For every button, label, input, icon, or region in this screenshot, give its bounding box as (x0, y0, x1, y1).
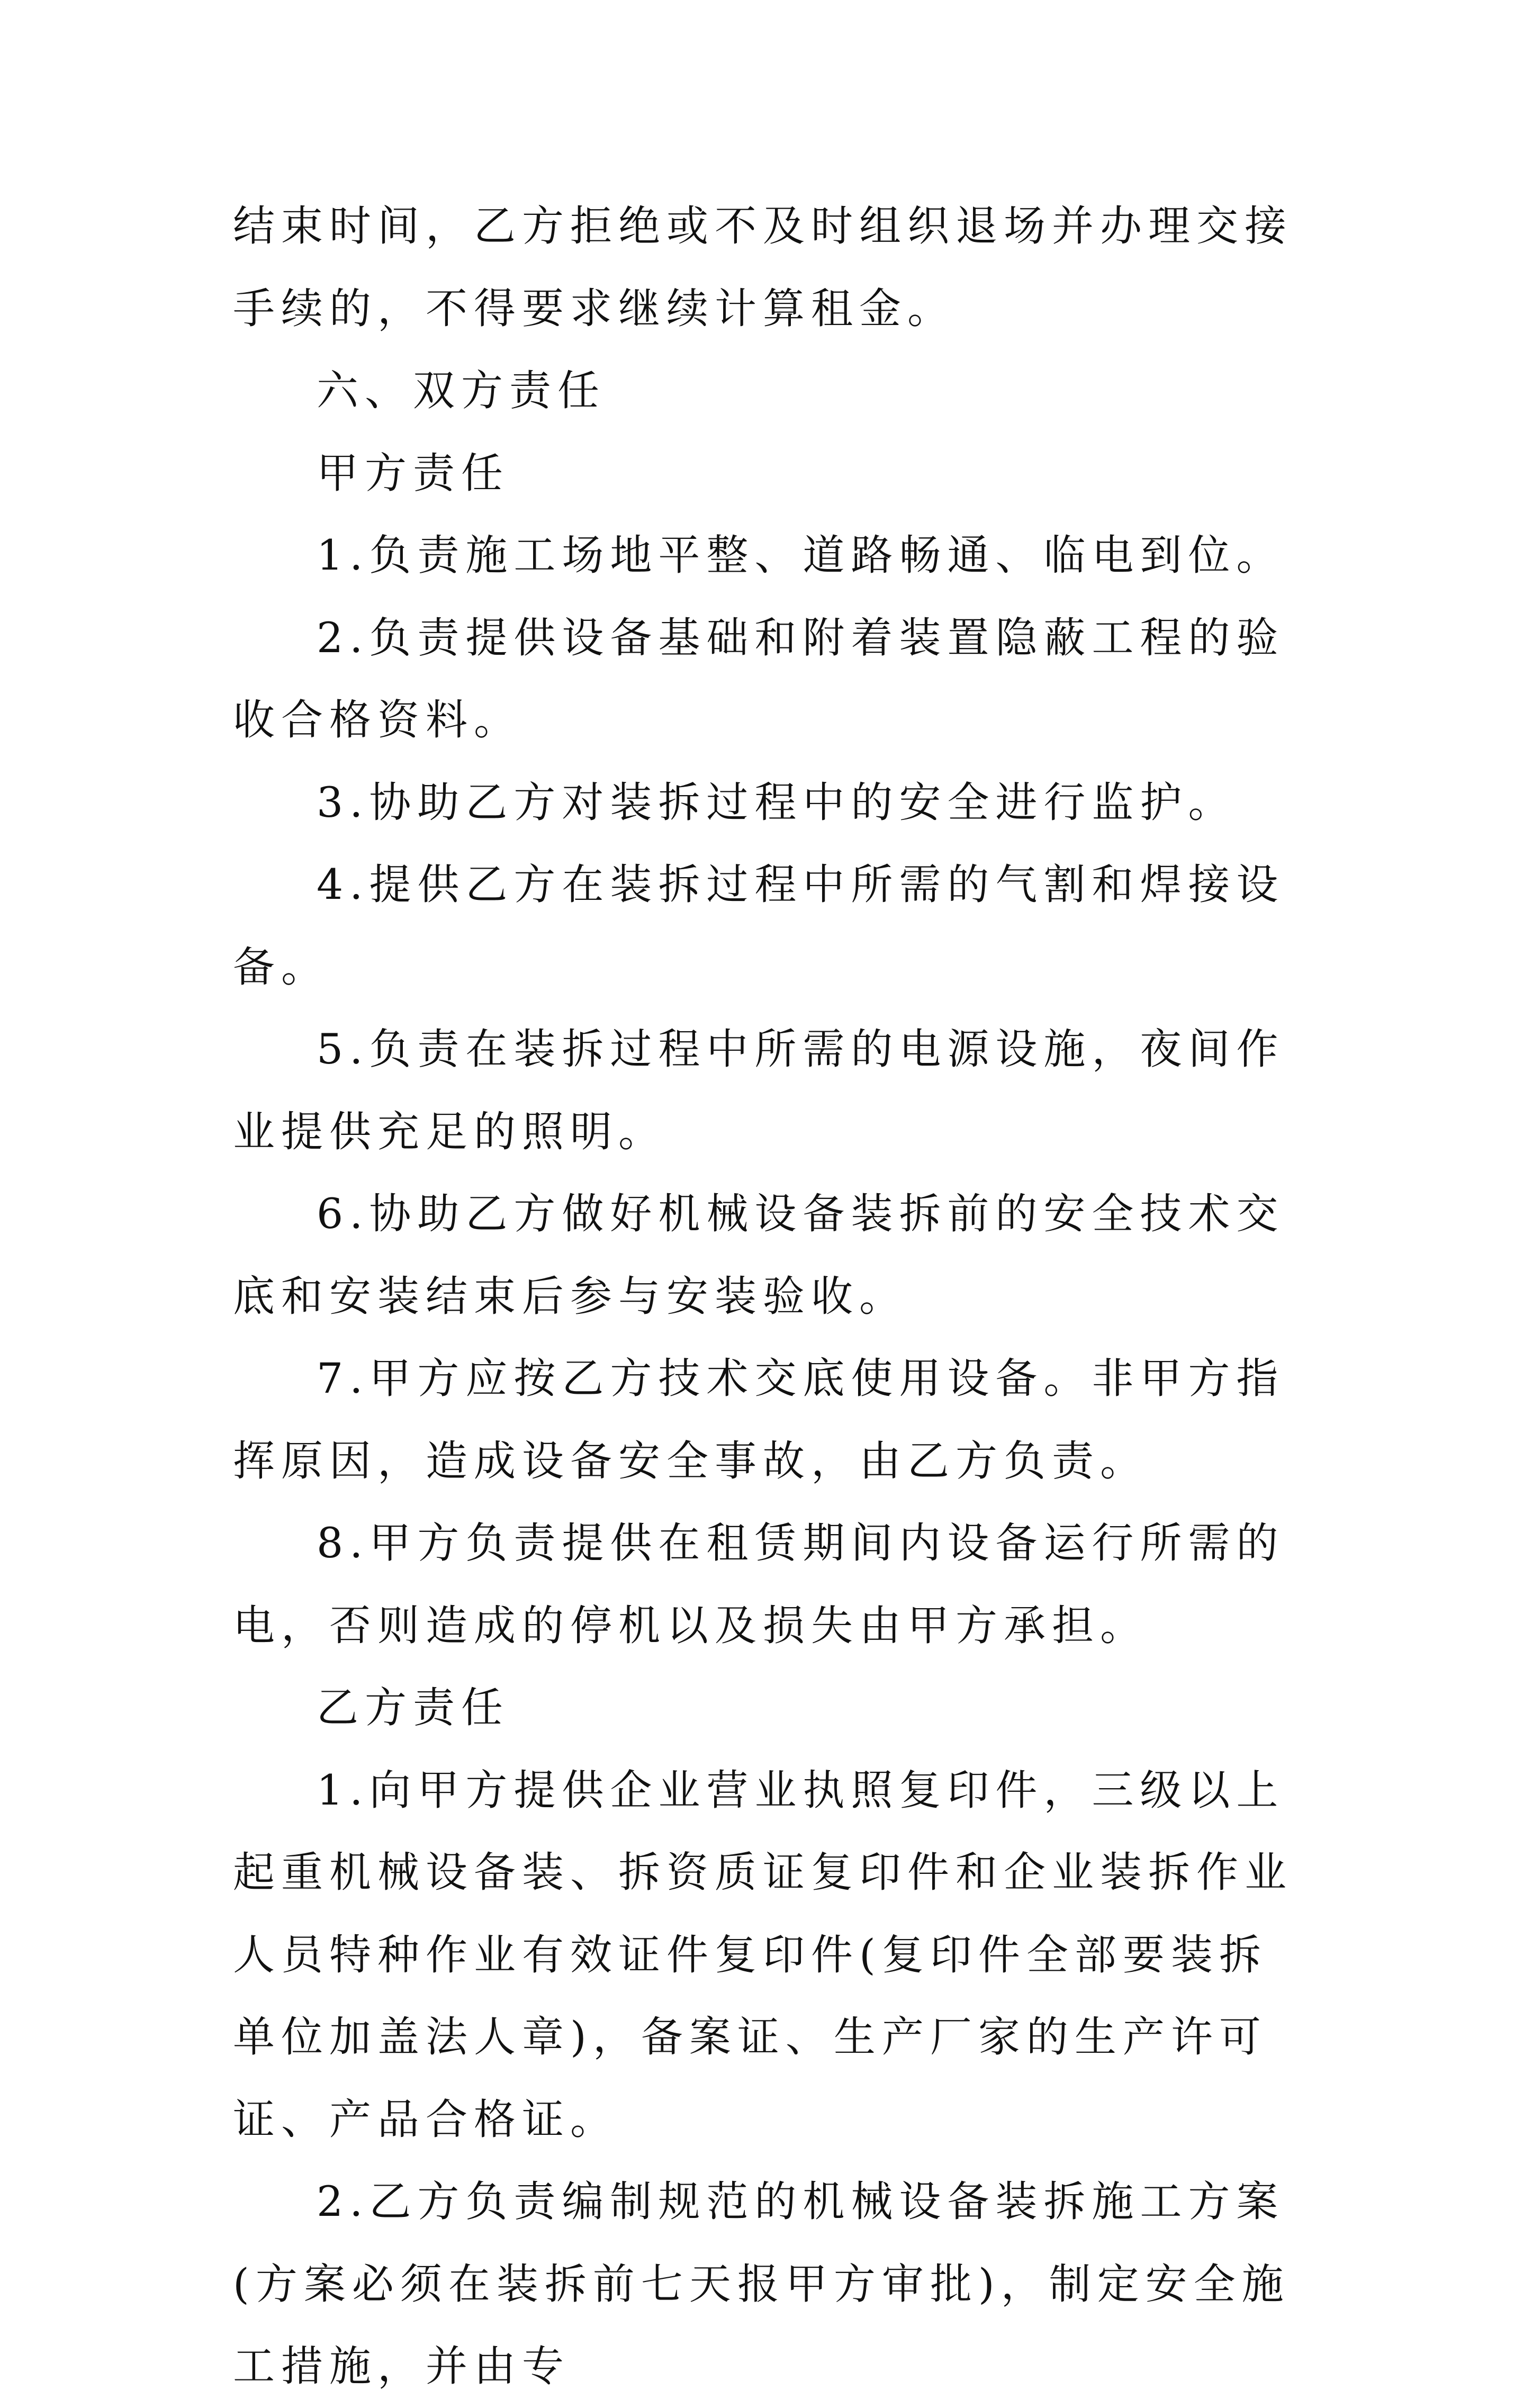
list-item: 2.负责提供设备基础和附着装置隐蔽工程的验收合格资料。 (233, 613, 1285, 744)
list-item: 1.向甲方提供企业营业执照复印件，三级以上起重机械设备装、拆资质证复印件和企业装拆作业人员特种作业有效证件复印件(复印件全部要装拆单位加盖法人章)，备案证、生产厂家的生产许可证、产品合格证。 (233, 1765, 1293, 2144)
list-item: 8.甲方负责提供在租赁期间内设备运行所需的电，否则造成的停机以及损失由甲方承担。 (233, 1519, 1285, 1650)
paragraph: 结束时间，乙方拒绝或不及时组织退场并办理交接手续的，不得要求继续计算租金。 (233, 202, 1293, 333)
document-body (233, 185, 1308, 2408)
list-item: 7.甲方应按乙方技术交底使用设备。非甲方指挥原因，造成设备安全事故，由乙方负责。 (233, 1354, 1285, 1485)
subsection-heading: 甲方责任 (317, 448, 509, 498)
list-item: 2.乙方负责编制规范的机械设备装拆施工方案(方案必须在装拆前七天报甲方审批)，制定安全施工措施，并由专 (233, 2177, 1290, 2391)
list-item: 5.负责在装拆过程中所需的电源设施，夜间作业提供充足的照明。 (233, 1025, 1285, 1156)
list-item: 4.提供乙方在装拆过程中所需的气割和焊接设备。 (233, 860, 1285, 991)
list-item: 1.负责施工场地平整、道路畅通、临电到位。 (317, 531, 1285, 580)
list-item: 6.协助乙方做好机械设备装拆前的安全技术交底和安装结束后参与安装验收。 (233, 1189, 1285, 1321)
list-item: 3.协助乙方对装拆过程中的安全进行监护。 (317, 778, 1237, 827)
subsection-heading: 乙方责任 (317, 1683, 509, 1732)
section-heading: 六、双方责任 (317, 366, 606, 415)
